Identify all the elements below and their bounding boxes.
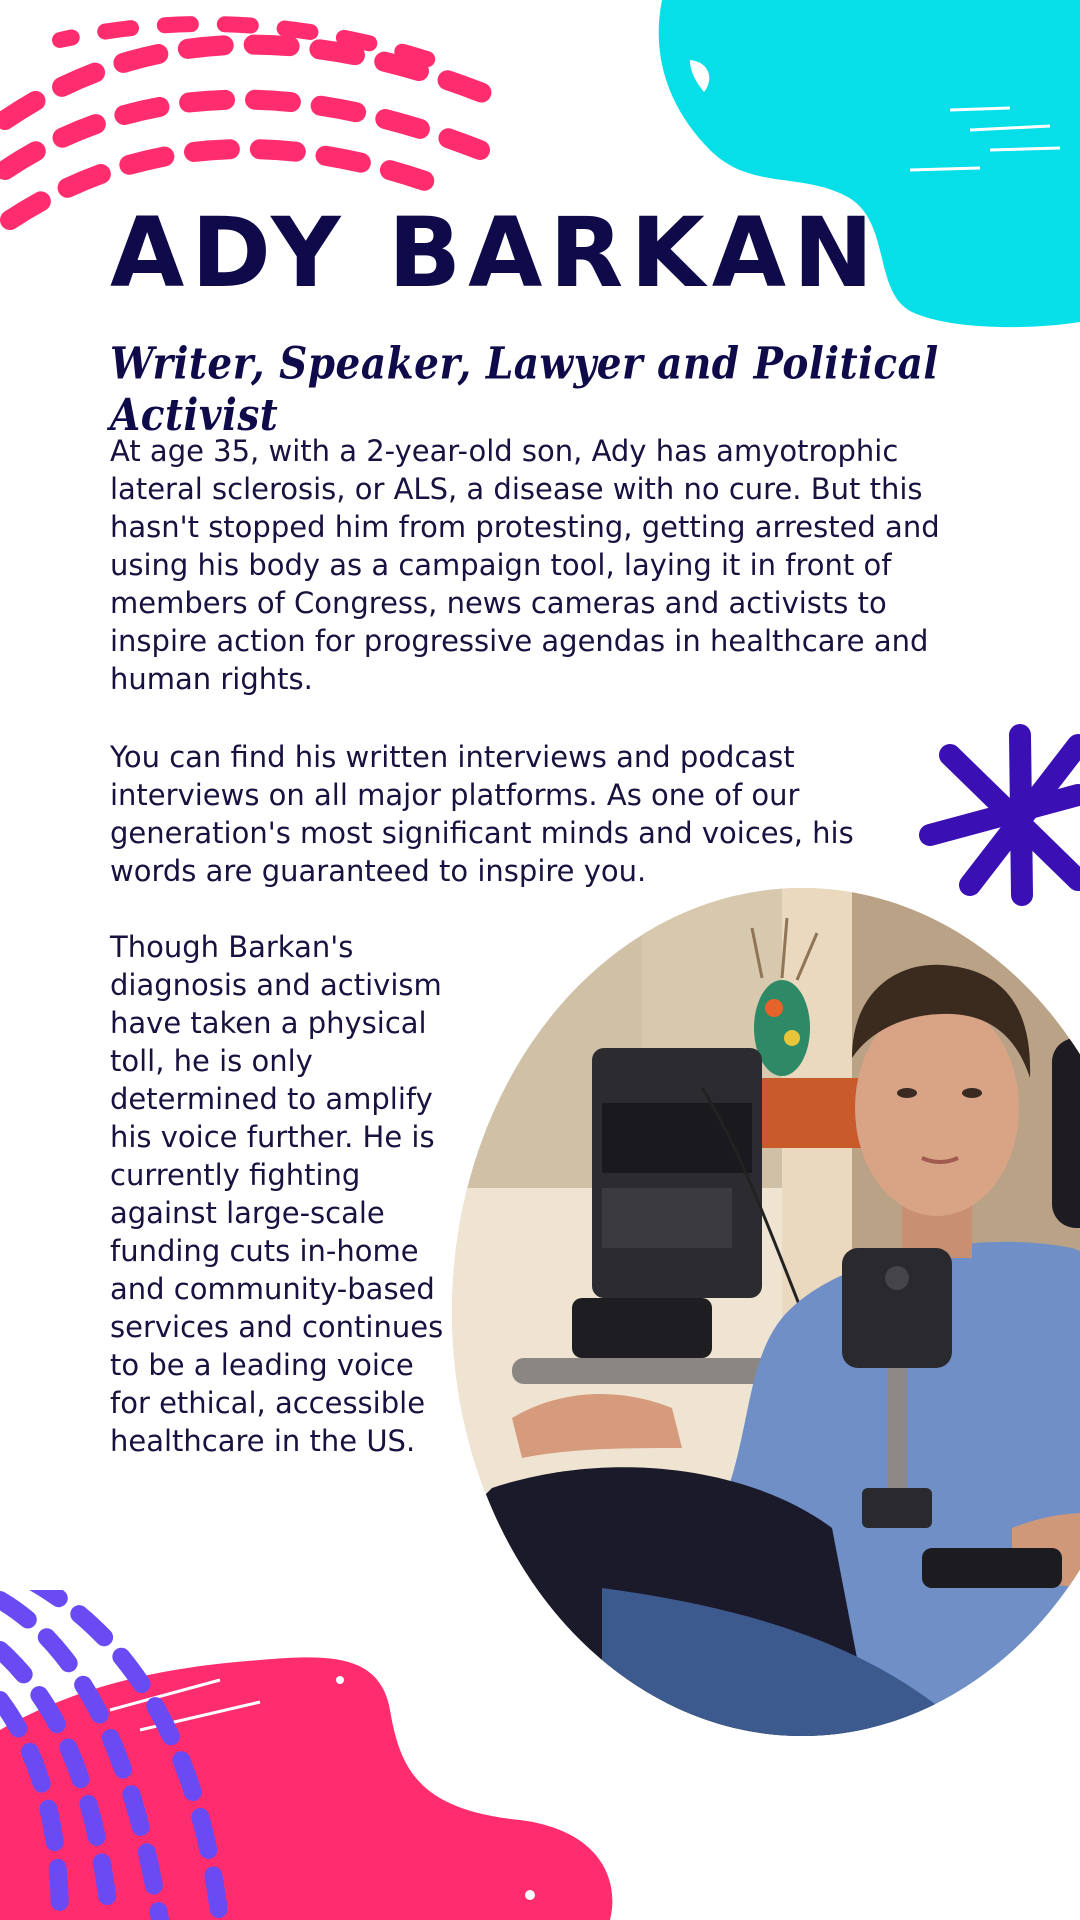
- bio-paragraph-1: At age 35, with a 2-year-old son, Ady has amyotrophic lateral sclerosis, or ALS, a disease with no cure. But this hasn't stopped him from protesting, getting arrested and using his body as a campaign tool, laying it in front of members of Congress, news cameras and activists to inspire action for progressive agendas in healthcare and human rights.: [110, 434, 940, 696]
- purple-asterisk-decoration: [910, 715, 1080, 915]
- violet-dash-arc-decoration: [0, 1590, 260, 1920]
- person-tagline: Writer, Speaker, Lawyer and Political Activist: [110, 338, 939, 442]
- portrait-photo: [452, 888, 1080, 1736]
- bio-paragraph-3: Though Barkan's diagnosis and activism have taken a physical toll, he is only determined to amplify his voice further. He is currently fighting against large-scale funding cuts in-home and community-based services and continues to be a leading voice for ethical, accessible healthcare in the US.: [110, 930, 444, 1458]
- bio-paragraph-2: You can find his written interviews and podcast interviews on all major platforms. As one of our generation's most significant minds and voices, his words are guaranteed to inspire you.: [110, 740, 854, 888]
- person-name-title: ADY BARKAN: [110, 197, 881, 309]
